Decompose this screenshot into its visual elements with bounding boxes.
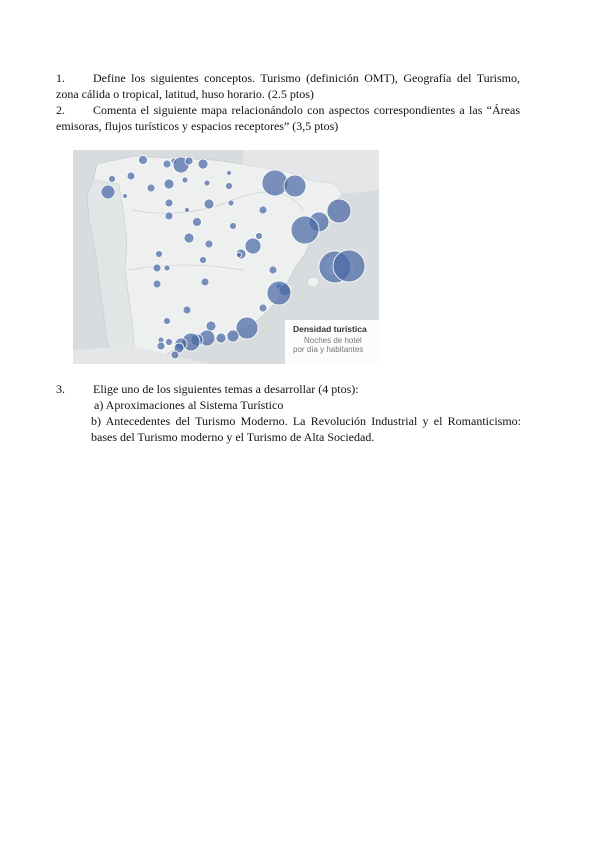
density-bubble [206, 321, 216, 331]
density-bubble [201, 278, 209, 286]
tourism-density-map [73, 150, 379, 364]
density-bubble [157, 342, 165, 350]
question-3 [56, 381, 520, 397]
density-bubble [185, 157, 193, 165]
density-bubble [166, 339, 173, 346]
density-bubble [139, 156, 148, 165]
density-bubble [183, 306, 191, 314]
question-3-option-a: a) Aproximaciones al Sistema Turístico [94, 398, 284, 412]
question-2-line1: Comenta el siguiente mapa relacionándolo con aspectos correspondientes a las “Áreas [93, 103, 520, 117]
density-bubble [163, 160, 171, 168]
density-bubble [198, 159, 208, 169]
density-bubble [269, 266, 277, 274]
map-ibiza [307, 277, 319, 287]
question-3-option-b-line2: bases del Turismo moderno y el Turismo de Alta Sociedad. [91, 430, 375, 444]
density-bubble [227, 171, 232, 176]
question-3-option-b-line1: b) Antecedentes del Turismo Moderno. La Revolución Industrial y el Romanticismo: [91, 414, 521, 428]
question-1-line2: zona cálida o tropical, latitud, huso horario. (2.5 ptos) [56, 87, 314, 101]
density-bubble [284, 175, 306, 197]
density-bubble [267, 281, 291, 305]
density-bubble [245, 238, 261, 254]
density-bubble [184, 233, 194, 243]
density-bubble [228, 200, 234, 206]
question-1-line1: Define los siguientes conceptos. Turismo (definición OMT), Geografía del Turismo, [93, 71, 520, 85]
density-bubble [164, 265, 170, 271]
density-bubble [164, 318, 171, 325]
density-bubble [230, 223, 237, 230]
density-bubble [204, 199, 214, 209]
density-bubble [200, 257, 207, 264]
density-bubble [291, 216, 319, 244]
question-3-line1: Elige uno de los siguientes temas a desarrollar (4 ptos): [93, 382, 359, 396]
question-2-number: 2. [56, 103, 65, 117]
question-3-number: 3. [56, 382, 65, 396]
question-2-line2: emisoras, flujos turísticos y espacios receptores” (3,5 ptos) [56, 119, 339, 133]
density-bubble [182, 177, 188, 183]
density-bubble [109, 176, 116, 183]
density-bubble [333, 250, 365, 282]
density-bubble [171, 351, 179, 359]
density-bubble [165, 212, 173, 220]
density-bubble [226, 183, 233, 190]
question-1 [56, 70, 520, 102]
density-bubble [164, 179, 174, 189]
density-bubble [165, 199, 173, 207]
density-bubble [259, 304, 267, 312]
density-bubble [147, 184, 155, 192]
density-bubble [204, 180, 210, 186]
density-bubble [185, 208, 190, 213]
density-bubble [227, 330, 239, 342]
density-bubble [101, 185, 115, 199]
legend-line-1: Noches de hotel [304, 336, 362, 345]
density-bubble [123, 194, 128, 199]
density-bubble [193, 218, 202, 227]
legend-line-2: por día y habitantes [293, 345, 364, 354]
density-bubble [127, 172, 135, 180]
density-bubble [205, 240, 213, 248]
question-2 [56, 102, 520, 134]
density-bubble [327, 199, 351, 223]
density-bubble [153, 280, 161, 288]
density-bubble [237, 253, 242, 258]
density-bubble [216, 333, 226, 343]
density-bubble [156, 251, 163, 258]
question-1-number: 1. [56, 71, 65, 85]
density-bubble [259, 206, 267, 214]
density-bubble [153, 264, 161, 272]
legend-title: Densidad turística [293, 324, 367, 334]
